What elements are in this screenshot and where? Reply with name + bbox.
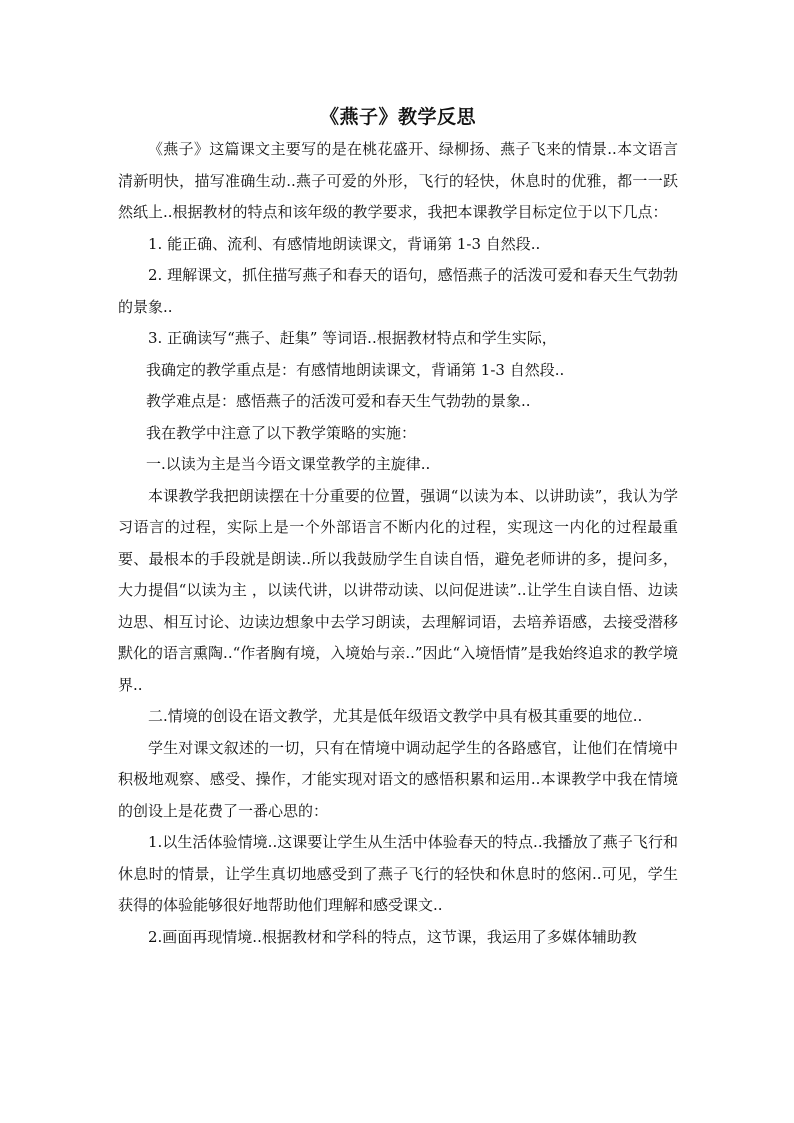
paragraph-section-1-body: 本课教学我把朗读摆在十分重要的位置，强调“以读为本、以讲助读”，我认为学习语言的过程，实际上是一个外部语言不断内化的过程，实现这一内化的过程最重要、最根本的手段就是朗读..所以我鼓励学生自读自悟，避免老师讲的多，提问多，大力提倡“以读为主 ，以读代讲，以讲带动读、以问促进读”..让学生自读自悟、边读边思、相互讨论、边读边想象中去学习朗读，去理解词语，去培养语感，去接受潜移默化的语言熏陶..“作者胸有境，入境始与亲..”因此“入境悟情”是我始终追求的教学境界.. xyxy=(118,486,678,694)
document-title: 《燕子》教学反思 xyxy=(319,106,476,128)
paragraph-goal-3: 3. 正确读写“燕子、赶集” 等词语..根据教材特点和学生实际， xyxy=(148,329,557,347)
paragraph-strategy-intro: 我在教学中注意了以下教学策略的实施： xyxy=(146,423,417,442)
paragraph-section-1-heading: 一.以读为主是当今语文课堂教学的主旋律.. xyxy=(146,455,431,473)
document-page xyxy=(118,100,678,953)
paragraph-situation-1: 1.以生活体验情境..这课要让学生从生活中体验春天的特点..我播放了燕子飞行和休息时的情景，让学生真切地感受到了燕子飞行的轻快和休息时的悠闲..可见，学生获得的体验能够很好地帮助他们理解和感受课文.. xyxy=(118,833,678,914)
paragraph-situation-2: 2.画面再现情境..根据教材和学科的特点，这节课，我运用了多媒体辅助教 xyxy=(148,927,637,946)
paragraph-section-2-heading: 二.情境的创设在语文教学，尤其是低年级语文教学中具有极其重要的地位.. xyxy=(148,707,643,725)
paragraph-goal-1: 1. 能正确、流利、有感情地朗读课文，背诵第 1-3 自然段.. xyxy=(148,234,541,253)
paragraph-key-point: 我确定的教学重点是：有感情地朗读课文，背诵第 1-3 自然段.. xyxy=(146,360,565,379)
paragraph-goal-2: 2. 理解课文，抓住描写燕子和春天的语句，感悟燕子的活泼可爱和春天生气勃勃的景象.. xyxy=(118,266,678,316)
paragraph-difficulty: 教学难点是：感悟燕子的活泼可爱和春天生气勃勃的景象.. xyxy=(146,392,531,410)
paragraph-intro: 《燕子》这篇课文主要写的是在桃花盛开、绿柳扬、燕子飞来的情景..本文语言清新明快，描写准确生动..燕子可爱的外形，飞行的轻快，休息时的优雅，都一一跃然纸上..根据教材的特点和该年级的教学要求，我把本课教学目标定位于以下几点： xyxy=(118,140,678,221)
paragraph-section-2-body: 学生对课文叙述的一切，只有在情境中调动起学生的各路感官，让他们在情境中积极地观察、感受、操作，才能实现对语文的感悟积累和运用..本课教学中我在情境的创设上是花费了一番心思的： xyxy=(118,738,678,820)
